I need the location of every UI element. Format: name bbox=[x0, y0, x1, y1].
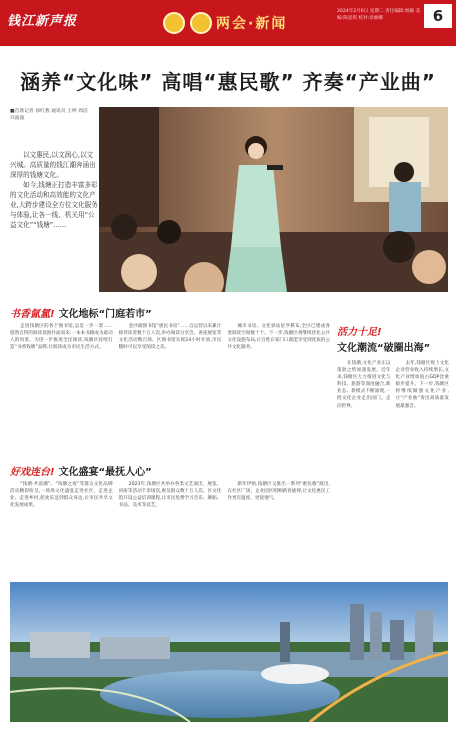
cityscape-photo-illustration bbox=[10, 582, 448, 722]
article-section-shows bbox=[10, 463, 330, 509]
section-kicker: 好戏连台! bbox=[10, 467, 55, 478]
section-kicker: 书香氤氲! bbox=[10, 309, 55, 320]
section-title: 文化地标“门庭若市” bbox=[58, 309, 152, 320]
article-section-reading bbox=[10, 305, 330, 351]
section-kicker: 活力十足! bbox=[337, 327, 382, 338]
lead-text bbox=[10, 150, 98, 230]
page-number: 6 bbox=[424, 4, 452, 28]
city-photo bbox=[10, 582, 448, 722]
section-heading bbox=[10, 463, 330, 478]
lead-paragraph: 如今,钱塘正打造丰富多彩的文化活动和高效能的文化产业,大跨步建设全方位文化服务与体验,让各一线、机关用“公益文化”“钱塘”…… bbox=[10, 181, 98, 229]
section-body bbox=[10, 481, 330, 509]
party-emblem-icon bbox=[190, 12, 212, 34]
section-title: 文化潮流“破圈出海” bbox=[337, 343, 431, 354]
section-body bbox=[337, 360, 449, 410]
body-paragraph: 走进钱塘区的各个图书馆,总是一步一景……悠然自得的阅读氛围扑面而来,一本本书籍成为最动人的风景。为进一步推进全民阅读,钱塘区持续打造“书香钱塘”品牌,让阅读成为市民生活方式。 bbox=[10, 324, 113, 351]
page-headline: 涵养“文化味” 高唱“惠民歌” 齐奏“产业曲” bbox=[20, 70, 436, 94]
main-photo bbox=[99, 107, 448, 292]
paper-name: 钱江新声报 bbox=[7, 14, 78, 29]
lead-paragraph: 以文惠民,以文润心,以文兴城。高质量的钱江潮奔涌出深厚的钱塘文化。 bbox=[10, 151, 96, 179]
body-paragraph: 2023年,钱塘区共举办各类文艺演出、展览、讲座等活动千余场次,惠及群众数十万人次。区文化馆开设公益培训课程,让市民免费学习音乐、舞蹈、书法、美术等技艺。 bbox=[118, 482, 222, 509]
body-paragraph: “钱塘·共富潮”、“钱塘之夜”等群众文化品牌活动精彩纷呈,一场场文化盛宴走进社区、走进企业、走进乡村,把欢乐送到群众身边,让市民共享文化发展成果。 bbox=[10, 482, 113, 509]
masthead bbox=[0, 0, 456, 46]
section-body bbox=[10, 323, 330, 351]
body-paragraph: 去年,钱塘区规上文化企业营业收入持续增长,文化产业增加值占GDP比重稳步提升。下一步,钱塘区将继续做强文化产业,让“产业曲”奏出高质量发展最强音。 bbox=[395, 361, 449, 409]
section-title: 文化盛宴“最抚人心” bbox=[58, 467, 152, 478]
body-paragraph: 城市书房、文化驿站星罗棋布,全区已建成各类阅读空间数十个。下一步,钱塘区将继续优化公共文化设施布局,让百姓在家门口就能享受到优质的公共文化服务。 bbox=[227, 324, 331, 351]
byline: ■首席记者 徐红燕 通讯员 王婷 周洁 许波波 bbox=[10, 109, 88, 121]
performance-photo-illustration bbox=[99, 107, 448, 292]
body-paragraph: 新年伊始,钱塘区又推出一系列“惠民歌”演出,在社区广场、企业园区唱响新春旋律,让文化惠民工作更有温度、更接地气。 bbox=[227, 482, 331, 502]
issue-meta: 2024年2月6日 星期二 责任编辑:杨颖 美编:陈思琪 校对:章丽娜 bbox=[337, 9, 421, 21]
body-paragraph: 在钱塘,文化产业正以蓬勃之势加速发展。近年来,钱塘区大力推进文化与科技、旅游等深度融合,新业态、新模式不断涌现,一批文化企业走出国门、走向世界。 bbox=[337, 361, 391, 409]
article-section-industry bbox=[337, 323, 449, 410]
body-paragraph: 金沙湖图书馆“惠民书房”……自运营以来累计接待读者数十万人次,举办阅读分享会、讲座展览等文化活动数百场。区图书馆实现24小时开放,市民随时可以享受阅读之乐。 bbox=[118, 324, 222, 351]
section-heading bbox=[10, 305, 330, 320]
section-title: 两会·新闻 bbox=[216, 16, 288, 32]
section-heading bbox=[337, 323, 449, 354]
national-emblem-icon bbox=[163, 12, 185, 34]
